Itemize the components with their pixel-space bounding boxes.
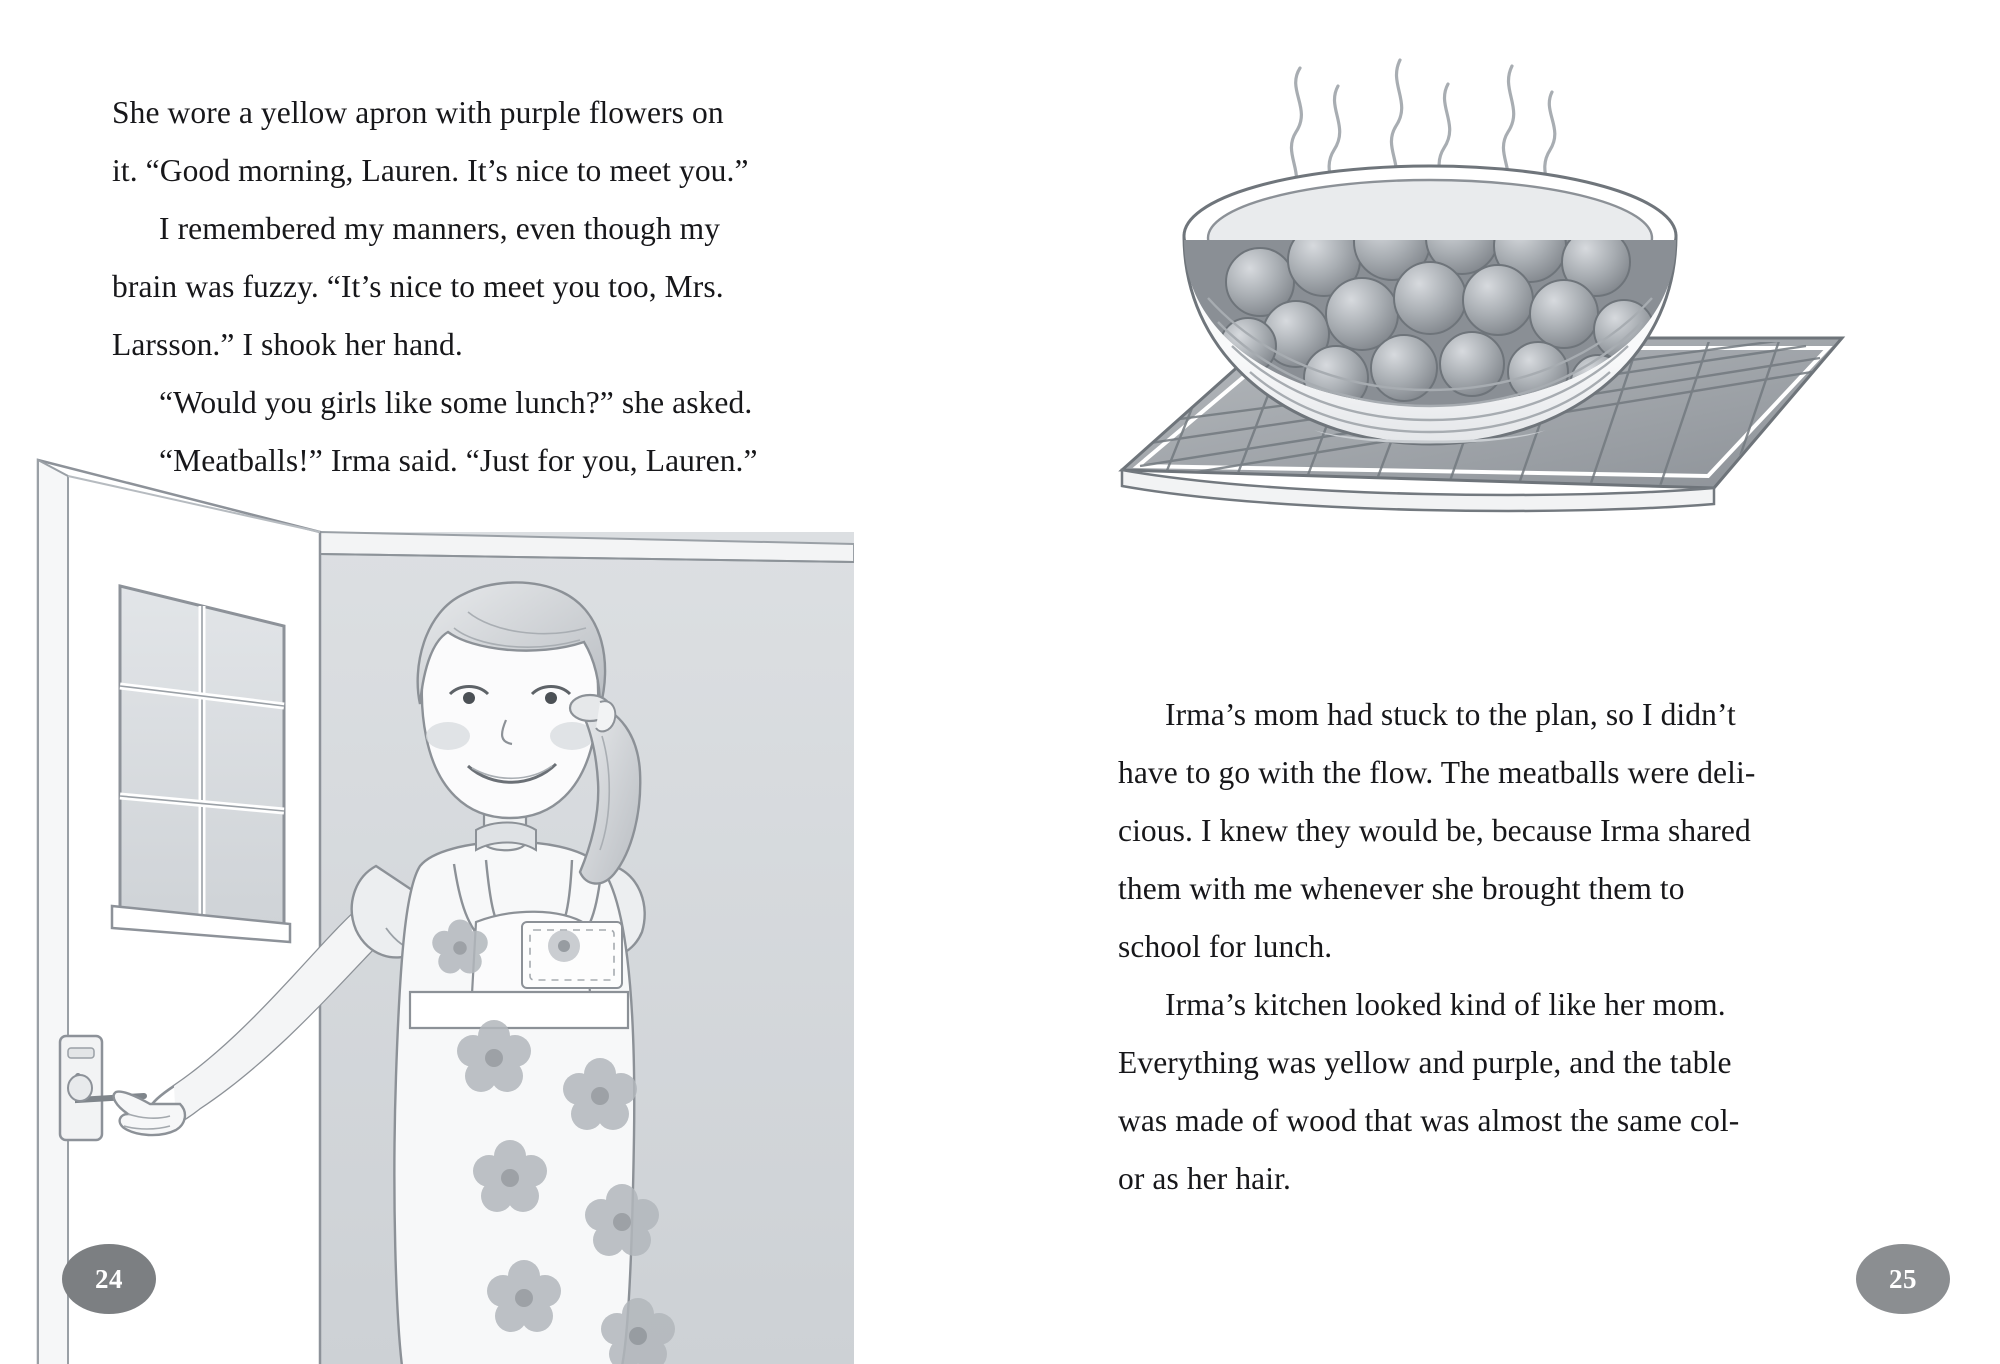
- paragraph: She wore a yellow apron with purple flowers on: [112, 95, 724, 130]
- page-number-right: 25: [1889, 1263, 1917, 1294]
- paragraph: them with me whenever she brought them to: [1118, 871, 1685, 906]
- paragraph: cious. I knew they would be, because Irma shared: [1118, 813, 1751, 848]
- paragraph: or as her hair.: [1118, 1161, 1291, 1196]
- page-number-badge-right: [1856, 1244, 1950, 1314]
- paragraph: Larsson.” I shook her hand.: [112, 327, 463, 362]
- paragraph: was made of wood that was almost the same col-: [1118, 1103, 1740, 1138]
- paragraph: have to go with the flow. The meatballs were deli-: [1118, 755, 1756, 790]
- paragraph: Irma’s mom had stuck to the plan, so I didn’t: [1165, 697, 1736, 732]
- page-number-left: 24: [95, 1263, 123, 1294]
- paragraph: it. “Good morning, Lauren. It’s nice to meet you.”: [112, 153, 749, 188]
- paragraph: I remembered my manners, even though my: [159, 211, 721, 246]
- girl-at-open-door-illustration: [24, 436, 854, 1364]
- left-page-text-block: [112, 84, 892, 490]
- paragraph: “Meatballs!” Irma said. “Just for you, Lauren.”: [159, 443, 758, 478]
- paragraph: Everything was yellow and purple, and the table: [1118, 1045, 1732, 1080]
- right-page-text-block: [1118, 686, 1928, 1208]
- door-window: [112, 586, 290, 942]
- paragraph: Irma’s kitchen looked kind of like her mom.: [1165, 987, 1726, 1022]
- paragraph: brain was fuzzy. “It’s nice to meet you too, Mrs.: [112, 269, 724, 304]
- paragraph: “Would you girls like some lunch?” she asked.: [159, 385, 753, 420]
- paragraph: school for lunch.: [1118, 929, 1333, 964]
- page-number-badge-left: [62, 1244, 156, 1314]
- steaming-bowl-of-meatballs-illustration: [1100, 46, 1860, 546]
